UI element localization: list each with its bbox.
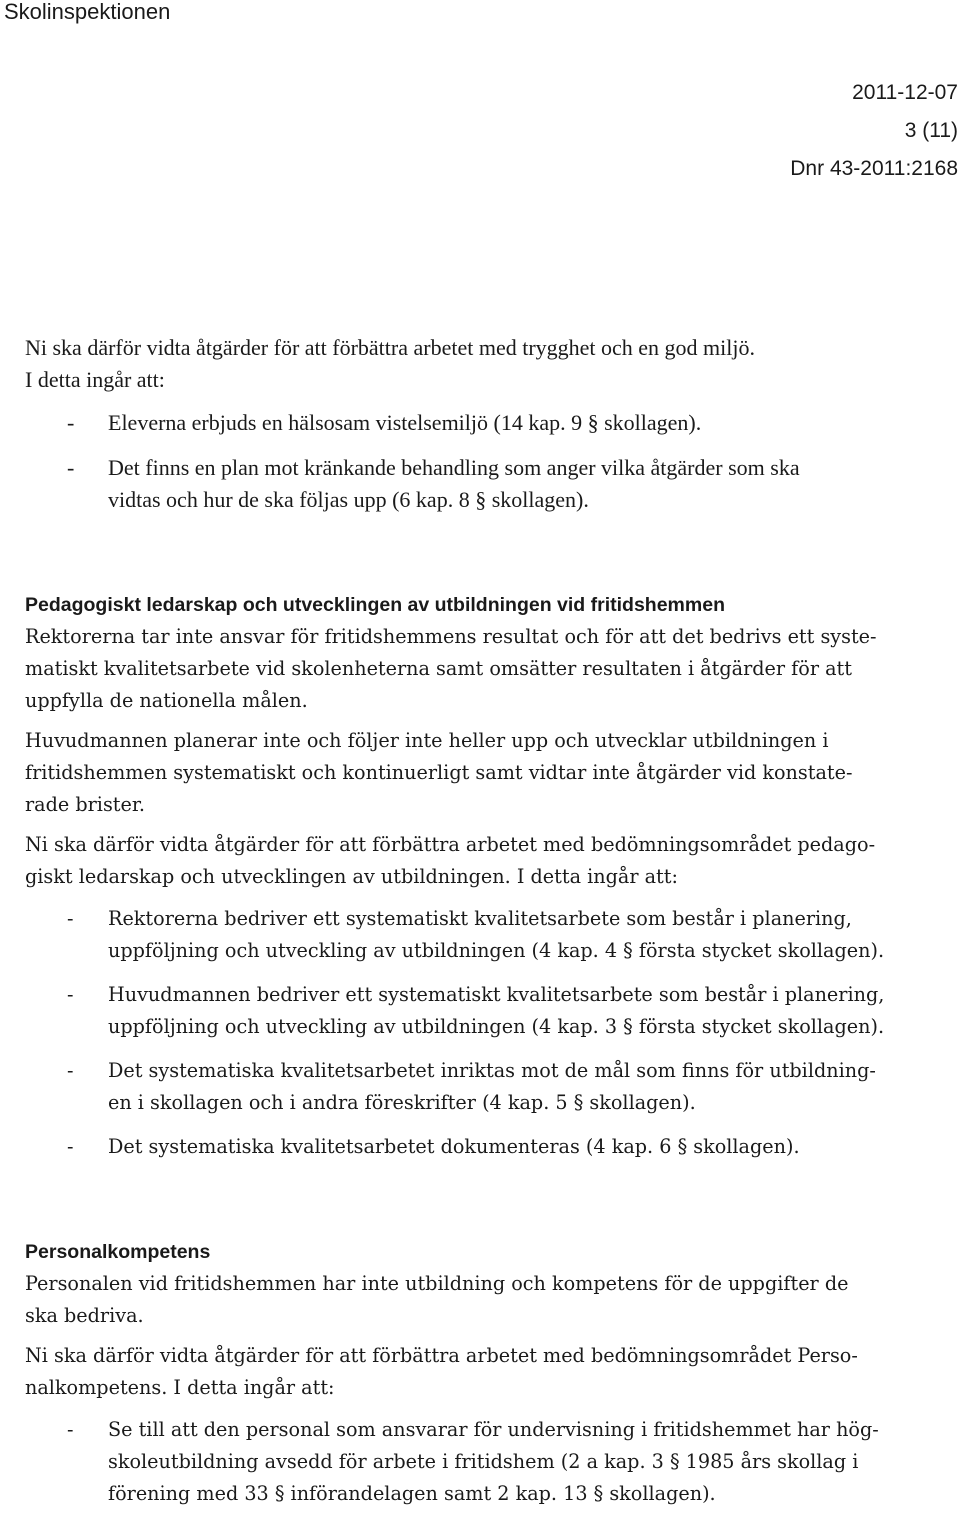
text-line: Ni ska därför vidta åtgärder för att förbättra arbetet med trygghet och en god miljö. (25, 335, 756, 360)
text-line: fritidshemmen systematiskt och kontinuerligt samt vidtar inte åtgärder vid konstate- (25, 761, 853, 784)
text-line: I detta ingår att: (25, 367, 165, 392)
text-line: - Eleverna erbjuds en hälsosam vistelsemiljö (14 kap. 9 § skollagen). (108, 410, 702, 435)
text-line: Ni ska därför vidta åtgärder för att förbättra arbetet med bedömningsområdet pedago- (25, 833, 876, 856)
requirement-list (25, 1414, 945, 1510)
list-item (25, 903, 945, 967)
paragraph (25, 829, 945, 893)
section-personalkompetens (25, 1236, 945, 1510)
text-line: - Det systematiska kvalitetsarbetet dokumenteras (4 kap. 6 § skollagen). (108, 1135, 800, 1158)
text-line: - Huvudmannen bedriver ett systematiskt kvalitetsarbete som består i planering, (108, 983, 885, 1006)
text-line: Personalen vid fritidshemmen har inte utbildning och kompetens för de uppgifter de (25, 1272, 849, 1295)
text-line: Huvudmannen planerar inte och följer inte heller upp och utvecklar utbildningen i (25, 729, 829, 752)
text-line: - Se till att den personal som ansvarar för undervisning i fritidshemmet har hög- (108, 1418, 879, 1441)
text-line: uppfylla de nationella målen. (25, 689, 308, 712)
text-line: Rektorerna tar inte ansvar för fritidshemmens resultat och för att det bedrivs ett syste- (25, 625, 877, 648)
document-meta (790, 74, 958, 188)
text-line: uppföljning och utveckling av utbildningen (4 kap. 4 § första stycket skollagen). (108, 939, 885, 962)
document-date: 2011-12-07 (852, 81, 958, 104)
text-line: vidtas och hur de ska följas upp (6 kap. 8 § skollagen). (108, 487, 589, 512)
text-line: en i skollagen och i andra föreskrifter (4 kap. 5 § skollagen). (108, 1091, 696, 1114)
text-line: - Rektorerna bedriver ett systematiskt kvalitetsarbete som består i planering, (108, 907, 852, 930)
text-line: Ni ska därför vidta åtgärder för att förbättra arbetet med bedömningsområdet Perso- (25, 1344, 858, 1367)
list-item (25, 979, 945, 1043)
diary-number: Dnr 43-2011:2168 (790, 157, 958, 180)
section-heading: Pedagogiskt ledarskap och utvecklingen av utbildningen vid fritidshemmen (25, 594, 725, 616)
text-line: - Det systematiska kvalitetsarbetet inriktas mot de mål som finns för utbildning- (108, 1059, 876, 1082)
organization-name: Skolinspektionen (4, 0, 171, 24)
list-item (25, 1131, 945, 1163)
text-line: giskt ledarskap och utvecklingen av utbildningen. I detta ingår att: (25, 865, 678, 888)
intro-requirement-list (25, 407, 945, 516)
text-line: förening med 33 § införandelagen samt 2 kap. 13 § skollagen). (108, 1482, 716, 1505)
intro-paragraph (25, 332, 945, 396)
text-line: - Det finns en plan mot kränkande behandling som anger vilka åtgärder som ska (108, 455, 800, 480)
section-pedagogiskt-ledarskap (25, 589, 945, 1163)
document-body (25, 332, 945, 1510)
text-line: matiskt kvalitetsarbete vid skolenheterna samt omsätter resultaten i åtgärder för att (25, 657, 852, 680)
list-item (25, 1414, 945, 1510)
section-trygghet (25, 332, 945, 516)
section-heading: Personalkompetens (25, 1241, 211, 1263)
paragraph (25, 1268, 945, 1332)
list-item (25, 407, 945, 439)
page-number: 3 (11) (904, 119, 958, 142)
text-line: rade brister. (25, 793, 146, 816)
text-line: uppföljning och utveckling av utbildningen (4 kap. 3 § första stycket skollagen). (108, 1015, 885, 1038)
requirement-list (25, 903, 945, 1163)
text-line: nalkompetens. I detta ingår att: (25, 1376, 335, 1399)
paragraph (25, 725, 945, 821)
paragraph (25, 1340, 945, 1404)
list-item (25, 452, 945, 516)
paragraph (25, 621, 945, 717)
text-line: skoleutbildning avsedd för arbete i fritidshem (2 a kap. 3 § 1985 års skollag i (108, 1450, 859, 1473)
text-line: ska bedriva. (25, 1304, 144, 1327)
list-item (25, 1055, 945, 1119)
